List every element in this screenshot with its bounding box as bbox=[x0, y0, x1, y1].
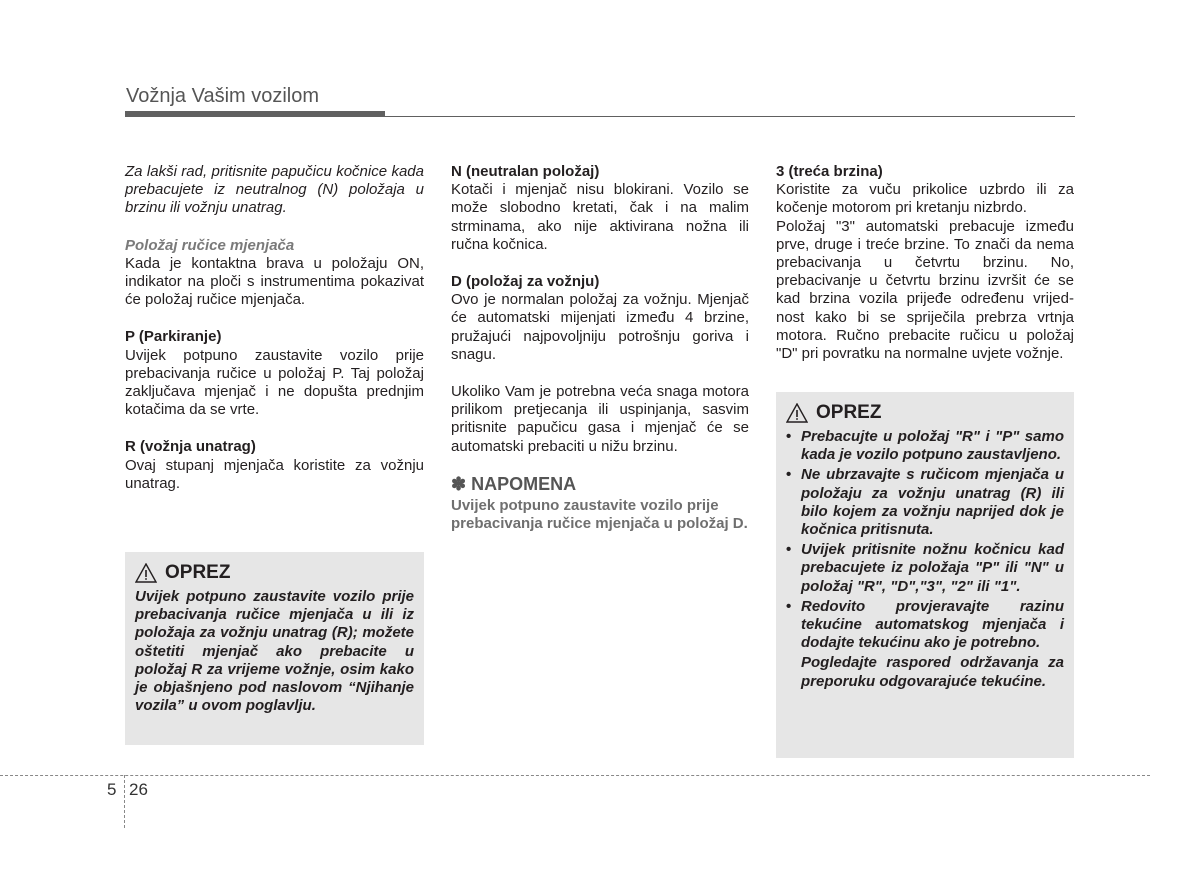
note-title: ✽ NAPOMENA bbox=[451, 473, 577, 494]
warning-triangle-icon bbox=[135, 563, 157, 583]
shift-lever-text: Kada je kontaktna brava u položaju ON, indikator na ploči s instrumentima pokazivat će položaj ručice mjenjača. bbox=[125, 254, 424, 309]
page-header-title: Vožnja Vašim vozilom bbox=[126, 85, 320, 107]
drive-text: Ovo je normalan položaj za vožnju. Mjenjač će automatski mijenjati između 4 brzine, pružajući najpovoljniju potrošnju goriva i snagu. bbox=[451, 291, 749, 363]
drive-text-2: Ukoliko Vam je potrebna veća snaga motora prilikom pretjecanja ili uspinjanja, sasvim pritisnite papučicu gasa i mjenjač će se automatski prebaciti u nižu brzinu. bbox=[451, 383, 749, 455]
heading-reverse: R (vožnja unatrag) bbox=[125, 438, 256, 456]
column-3 bbox=[776, 163, 1074, 363]
caution-list-item: • Uvijek pritisnite nožnu kočnicu kad prebacujete iz položaja "P" ili "N" u položaj "R", "D","3", "2" ili "1". bbox=[786, 541, 1064, 596]
footer-vertical-dash bbox=[124, 775, 125, 828]
column-2 bbox=[451, 163, 749, 533]
header-rule-thin bbox=[385, 116, 1075, 117]
caution-title-2 bbox=[786, 402, 1064, 424]
caution-list-item: • Ne ubrzavajte s ručicom mjenjača u položaju za vožnju unatrag (R) ili bilo kojem za vožnju naprijed dok je kočnica pritisnuta. bbox=[786, 466, 1064, 539]
caution-box-2 bbox=[776, 392, 1074, 758]
neutral-text: Kotači i mjenjač nisu blokirani. Vozilo se može slobodno kretati, čak i na malim strminama, ako nije aktivirana nožna ili ručna kočnica. bbox=[451, 181, 749, 253]
column-1 bbox=[125, 163, 424, 493]
subheading-shift-lever: Položaj ručice mjenjača bbox=[125, 236, 295, 254]
heading-third-gear: 3 (treća brzina) bbox=[776, 163, 883, 180]
warning-triangle-icon bbox=[786, 403, 808, 423]
caution-title-1 bbox=[135, 562, 414, 584]
caution-box-1 bbox=[125, 552, 424, 745]
caution-extra-text: Pogledajte raspored održavanja za preporuku odgovarajuće tekućine. bbox=[801, 654, 1064, 690]
heading-neutral: N (neutralan položaj) bbox=[451, 163, 600, 180]
caution-title-text-1: OPREZ bbox=[165, 562, 231, 583]
caution-list-item: • Redovito provjeravajte razinu tekućine automatskog mjenjača i dodajte tekućinu ako je potrebno. bbox=[786, 598, 1064, 653]
third-gear-text-1: Koristite za vuču prikolice uzbrdo ili za kočenje motorom pri kretanju nizbrdo. bbox=[776, 181, 1074, 217]
park-text: Uvijek potpuno zaustavite vozilo prije prebacivanja ručice u položaj P. Taj položaj zaključava mjenjač i ne dopušta prednjim kotačima da se vrte. bbox=[125, 346, 424, 419]
footer-dashed-line bbox=[0, 775, 1150, 776]
header-rule-thick bbox=[125, 111, 385, 117]
caution-list-item: • Prebacujte u položaj "R" i "P" samo kada je vozilo potpuno zaustavljeno. bbox=[786, 428, 1064, 464]
caution-text-1: Uvijek potpuno zaustavite vozilo prije prebacivanja ručice mjenjača u ili iz položaja za vožnju unatrag (R); možete oštetiti mjenjač ako prebacite u položaj R za vrijeme vožnje, osim kako je objašnjeno pod naslovom “Njihanje vozila” u ovom poglavlju. bbox=[135, 588, 414, 715]
reverse-text: Ovaj stupanj mjenjača koristite za vožnju unatrag. bbox=[125, 456, 424, 492]
caution-list bbox=[786, 428, 1064, 652]
heading-drive: D (položaj za vožnju) bbox=[451, 273, 600, 291]
intro-text: Za lakši rad, pritisnite papučicu kočnice kada prebacujete iz neutralnog (N) položaja u brzinu ili vožnju unatrag. bbox=[125, 163, 424, 217]
chapter-number: 5 bbox=[107, 780, 117, 799]
caution-title-text-2: OPREZ bbox=[816, 402, 882, 423]
note-text: Uvijek potpuno zaustavite vozilo prije prebacivanja ručice mjenjača u položaj D. bbox=[451, 497, 748, 533]
heading-park: P (Parkiranje) bbox=[125, 328, 222, 346]
page-number: 26 bbox=[129, 780, 148, 799]
third-gear-text-2: Položaj "3" automatski prebacuje između prve, druge i treće brzine. To znači da nema prebacivanja u četvrtu brzinu. No, prebacivanje u četvrtu brzinu izvršit će se kad brzina vozila prijeđe određenu vrijed-nost kako bi se spriječila prebrza vrtnja motora. Ručno prebacite ručicu u položaj "D" pri povratku na normalne uvjete vožnje. bbox=[776, 217, 1074, 363]
